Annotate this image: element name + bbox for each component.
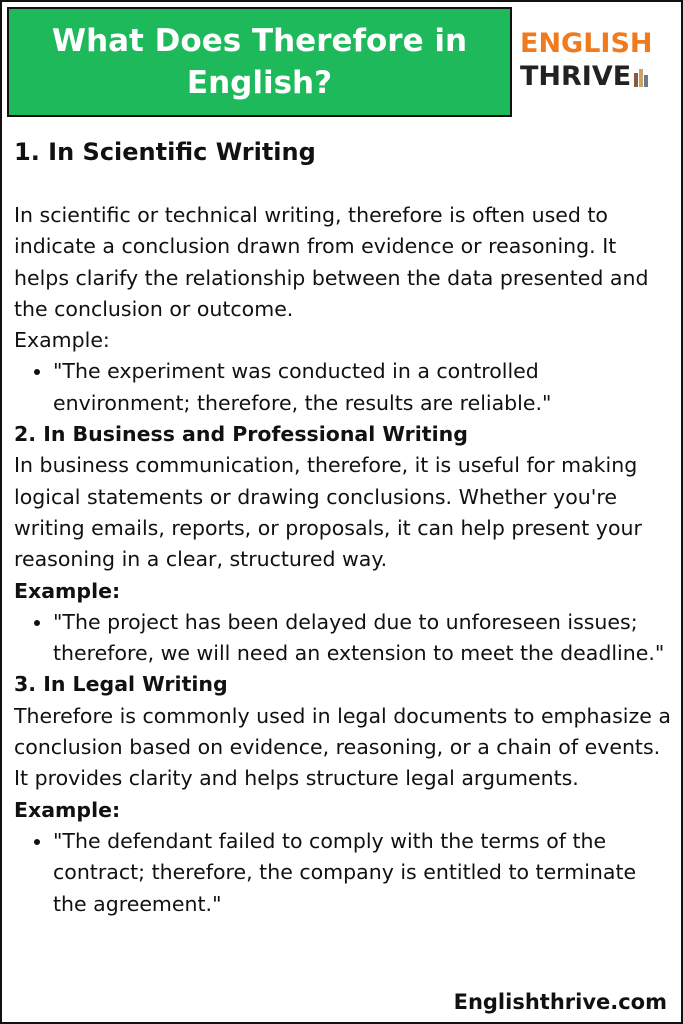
example-item: • "The experiment was conducted in a controlled environment; therefore, the results are reliable." [53, 356, 674, 419]
section-heading: 1. In Scientific Writing [14, 138, 316, 166]
example-item: • "The project has been delayed due to unforeseen issues; therefore, we will need an extension to meet the deadline." [53, 607, 674, 670]
title-banner [7, 7, 512, 117]
example-label: Example: [14, 797, 121, 822]
site-url: Englishthrive.com [453, 990, 667, 1014]
section-body: In scientific or technical writing, therefore is often used to indicate a conclusion drawn from evidence or reasoning. It helps clarify the relationship between the data presented and the conclusion or outcome. [14, 203, 649, 321]
logo [520, 28, 653, 94]
section-body: In business communication, therefore, it is useful for making logical statements or drawing conclusions. Whether you're writing emails, reports, or proposals, it can help present your reasoning in a clear, structured way. [14, 453, 642, 572]
article-content [14, 134, 674, 920]
example-item: • "The defendant failed to comply with the terms of the contract; therefore, the company is entitled to terminate the agreement." [53, 826, 674, 920]
section-body: Therefore is commonly used in legal documents to emphasize a conclusion based on evidence, reasoning, or a chain of events. It provides clarity and helps structure legal arguments. [14, 703, 671, 791]
page-title: What Does Therefore in English? [51, 23, 468, 101]
logo-line1: ENGLISH [520, 28, 653, 59]
books-icon [634, 67, 648, 87]
section-heading: 3. In Legal Writing [14, 672, 228, 697]
example-label: Example: [14, 578, 121, 603]
logo-line2: THRIVE [520, 61, 632, 92]
section-heading: 2. In Business and Professional Writing [14, 422, 468, 447]
example-label: Example: [14, 328, 110, 353]
